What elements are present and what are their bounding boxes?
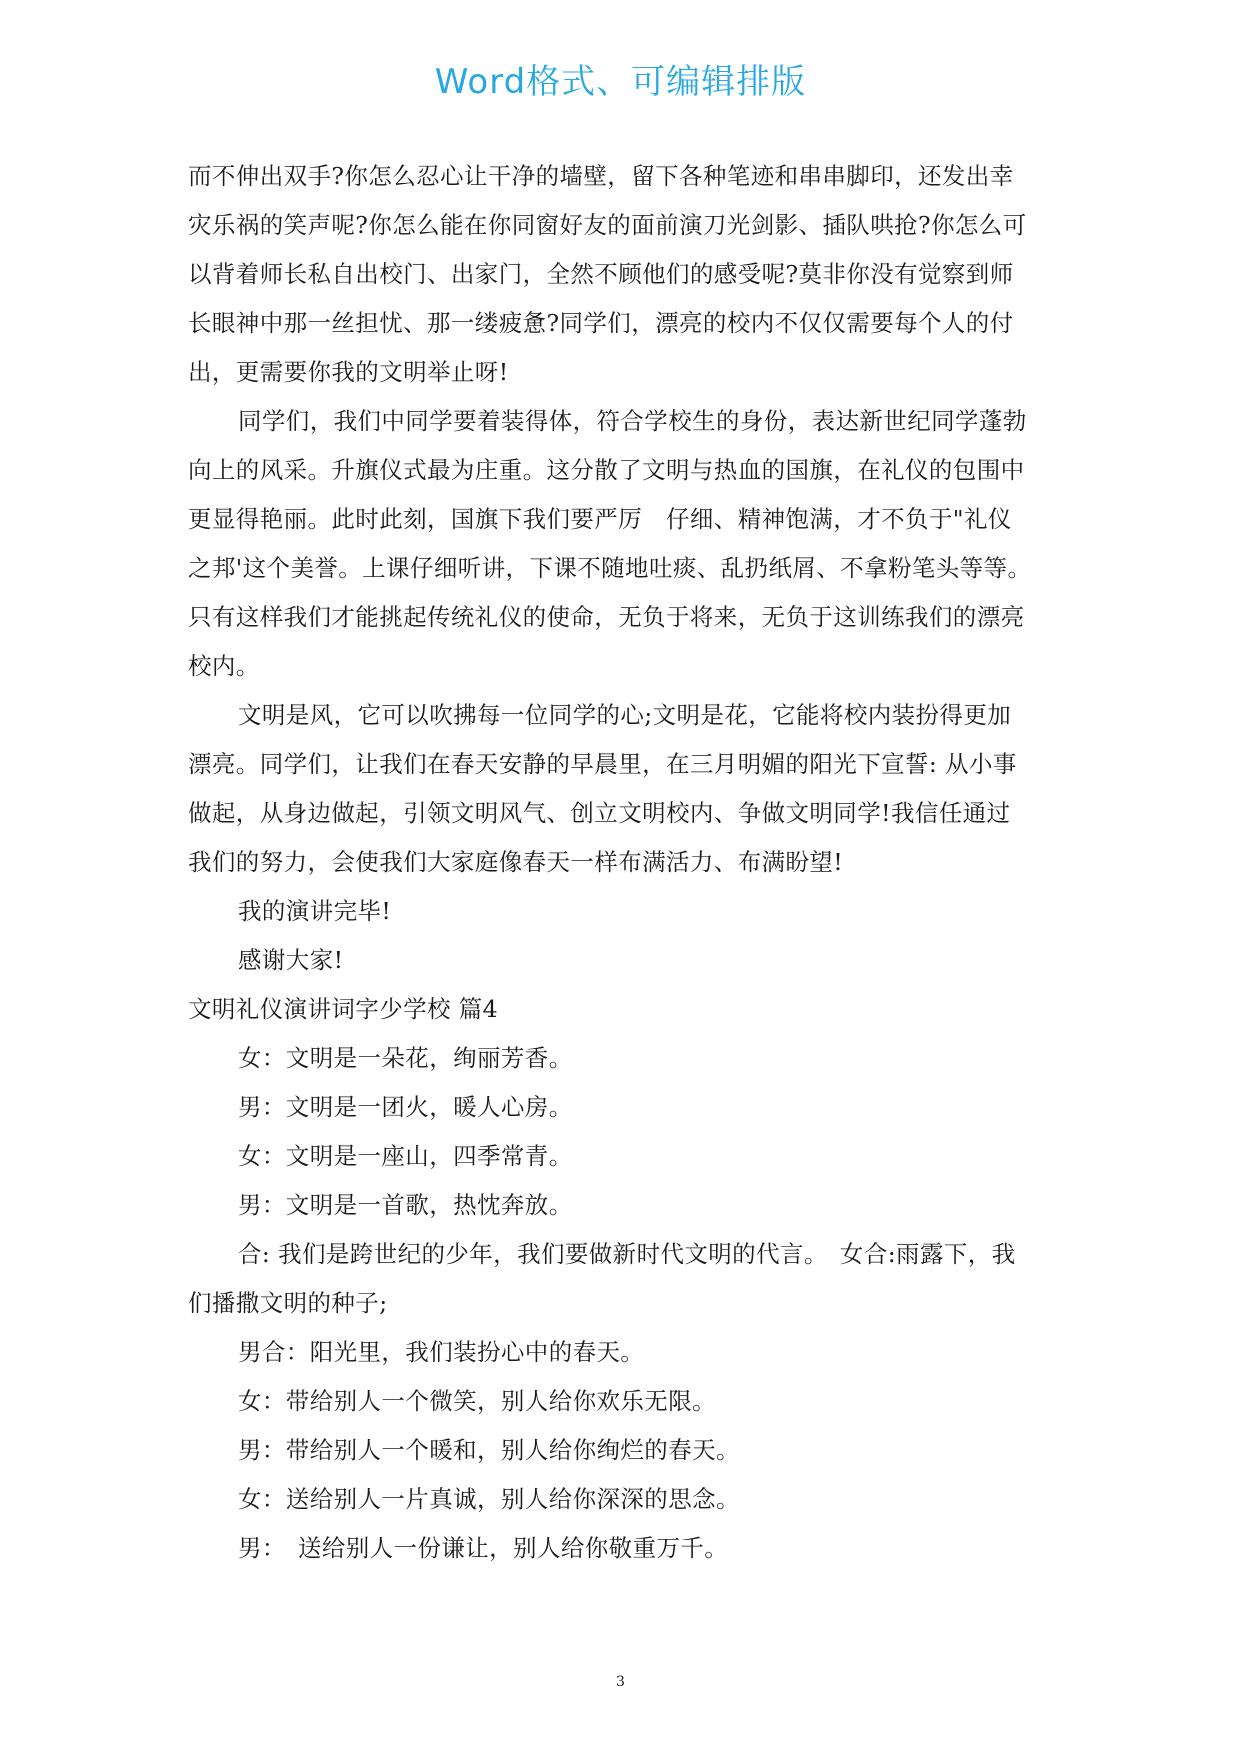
- page-header-title: Word格式、可编辑排版: [434, 62, 807, 102]
- body-line: 校内。: [188, 652, 260, 680]
- body-line: 之邦'这个美誉。上课仔细听讲，下课不随地吐痰、乱扔纸屑、不拿粉笔头等等。: [188, 554, 1032, 582]
- body-line: 女：文明是一朵花，绚丽芳香。: [238, 1044, 573, 1072]
- body-line: 男：带给别人一个暖和，别人给你绚烂的春天。: [238, 1436, 740, 1464]
- body-line: 更显得艳丽。此时此刻，国旗下我们要严厉 仔细、精神饱满，才不负于"礼仪: [188, 505, 1012, 533]
- body-line: 灾乐祸的笑声呢?你怎么能在你同窗好友的面前演刀光剑影、插队哄抢?你怎么可: [188, 211, 1027, 239]
- body-line: 合: 我们是跨世纪的少年，我们要做新时代文明的代言。 女合:雨露下，我: [238, 1240, 1016, 1268]
- body-line: 长眼神中那一丝担忧、那一缕疲惫?同学们，漂亮的校内不仅仅需要每个人的付: [188, 309, 1014, 337]
- document-body: [188, 152, 1068, 1573]
- body-line: 男合：阳光里，我们装扮心中的春天。: [238, 1338, 645, 1366]
- body-line: 出，更需要你我的文明举止呀!: [188, 358, 509, 386]
- body-line: 男： 送给别人一份谦让，别人给你敬重万千。: [238, 1534, 729, 1562]
- body-line: 我的演讲完毕!: [238, 897, 392, 925]
- body-line: 只有这样我们才能挑起传统礼仪的使命，无负于将来，无负于这训练我们的漂亮: [188, 603, 1025, 631]
- body-line: 漂亮。同学们，让我们在春天安静的早晨里，在三月明媚的阳光下宣誓: 从小事: [188, 750, 1017, 778]
- body-line: 以背着师长私自出校门、出家门，全然不顾他们的感受呢?莫非你没有觉察到师: [188, 260, 1014, 288]
- body-line: 们播撒文明的种子;: [188, 1289, 388, 1317]
- body-line: 文明是风，它可以吹拂每一位同学的心;文明是花，它能将校内装扮得更加: [238, 701, 1012, 729]
- body-line: 同学们，我们中同学要着装得体，符合学校生的身份，表达新世纪同学蓬勃: [238, 407, 1027, 435]
- body-line: 文明礼仪演讲词字少学校 篇4: [188, 995, 499, 1023]
- body-line: 女：文明是一座山，四季常青。: [238, 1142, 573, 1170]
- body-line: 做起，从身边做起，引领文明风气、创立文明校内、争做文明同学!我信任通过: [188, 799, 1011, 827]
- body-line: 我们的努力，会使我们大家庭像春天一样布满活力、布满盼望!: [188, 848, 844, 876]
- body-line: 而不伸出双手?你怎么忍心让干净的墙壁，留下各种笔迹和串串脚印，还发出幸: [188, 162, 1014, 190]
- body-line: 向上的风采。升旗仪式最为庄重。这分散了文明与热血的国旗，在礼仪的包围中: [188, 456, 1025, 484]
- body-line: 男：文明是一团火，暖人心房。: [238, 1093, 573, 1121]
- body-line: 感谢大家!: [238, 946, 344, 974]
- body-line: 男：文明是一首歌，热忱奔放。: [238, 1191, 573, 1219]
- body-line: 女：带给别人一个微笑，别人给你欢乐无限。: [238, 1387, 716, 1415]
- page-number: 3: [616, 1674, 625, 1690]
- body-line: 女：送给别人一片真诚，别人给你深深的思念。: [238, 1485, 740, 1513]
